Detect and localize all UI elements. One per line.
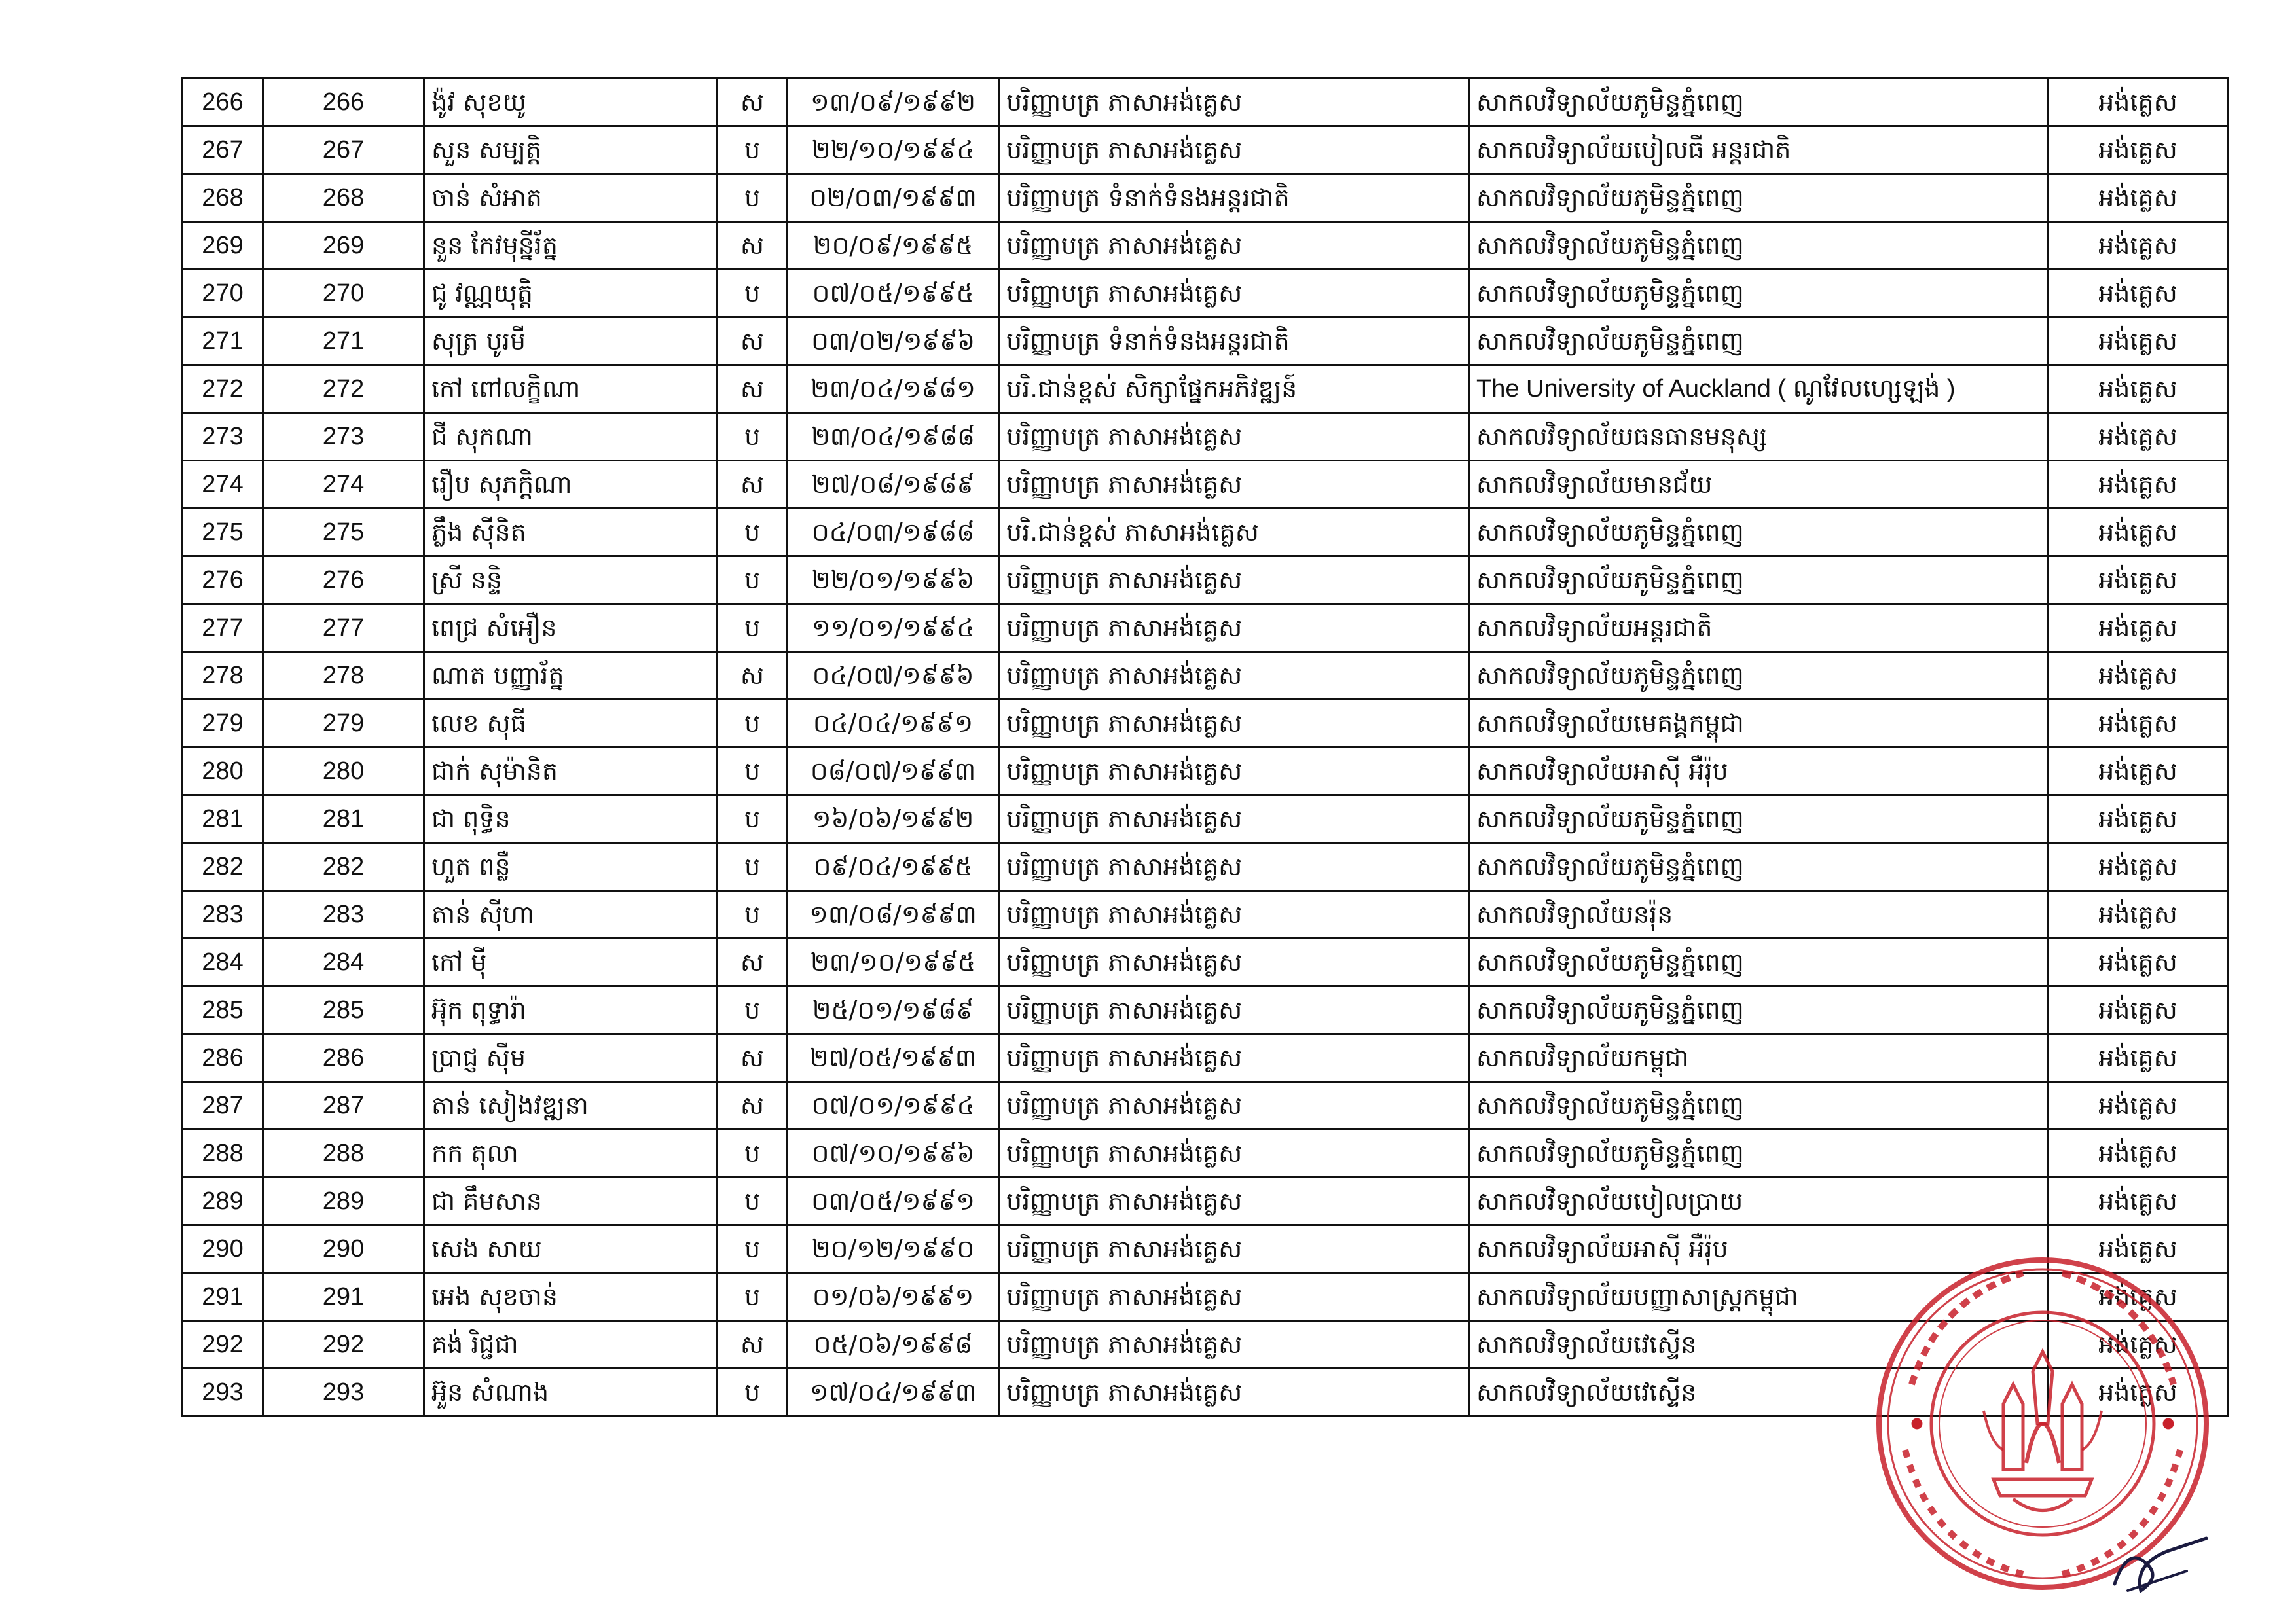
cell-row-number: 284 <box>183 939 263 986</box>
cell-date-of-birth: ០៣/០២/១៩៩៦ <box>788 317 999 365</box>
cell-language: អង់គ្លេស <box>2049 556 2228 604</box>
cell-row-number: 282 <box>183 843 263 891</box>
cell-degree: បរិញ្ញាបត្រ ភាសាអង់គ្លេស <box>999 700 1469 748</box>
cell-language: អង់គ្លេស <box>2049 1369 2228 1416</box>
cell-sex: ស <box>718 1034 788 1082</box>
cell-language: អង់គ្លេស <box>2049 509 2228 556</box>
table-row <box>183 461 2228 509</box>
cell-degree: បរិញ្ញាបត្រ ភាសាអង់គ្លេស <box>999 986 1469 1034</box>
cell-language: អង់គ្លេស <box>2049 1082 2228 1130</box>
cell-university: សាកលវិទ្យាល័យភូមិន្ទភ្នំពេញ <box>1469 270 2049 317</box>
cell-date-of-birth: ២៣/០៤/១៩៨១ <box>788 365 999 413</box>
table-row <box>183 700 2228 748</box>
cell-sex: ប <box>718 1369 788 1416</box>
table-row <box>183 365 2228 413</box>
cell-name: ជា គឹមសាន <box>424 1178 718 1225</box>
cell-university: សាកលវិទ្យាល័យធនធានមនុស្ស <box>1469 413 2049 461</box>
cell-university: សាកលវិទ្យាល័យមេគង្គកម្ពុជា <box>1469 700 2049 748</box>
table-row <box>183 509 2228 556</box>
cell-row-number: 268 <box>183 174 263 222</box>
cell-row-number: 275 <box>183 509 263 556</box>
cell-language: អង់គ្លេស <box>2049 652 2228 700</box>
cell-degree: បរិ.ជាន់ខ្ពស់ សិក្សាផ្នែកអភិវឌ្ឍន៍ <box>999 365 1469 413</box>
table-row <box>183 1178 2228 1225</box>
cell-name: ជាក់ សុម៉ានិត <box>424 748 718 795</box>
cell-candidate-id: 285 <box>263 986 424 1034</box>
cell-row-number: 291 <box>183 1273 263 1321</box>
cell-sex: ស <box>718 222 788 270</box>
cell-candidate-id: 273 <box>263 413 424 461</box>
cell-sex: ប <box>718 604 788 652</box>
cell-candidate-id: 276 <box>263 556 424 604</box>
cell-degree: បរិញ្ញាបត្រ ភាសាអង់គ្លេស <box>999 1273 1469 1321</box>
cell-row-number: 289 <box>183 1178 263 1225</box>
table-body <box>183 79 2228 1416</box>
cell-date-of-birth: ២០/០៩/១៩៩៥ <box>788 222 999 270</box>
table-row <box>183 748 2228 795</box>
cell-name: តាន់ ស៊ីហា <box>424 891 718 939</box>
cell-degree: បរិញ្ញាបត្រ ភាសាអង់គ្លេស <box>999 1369 1469 1416</box>
cell-university: សាកលវិទ្យាល័យនរ៉ុន <box>1469 891 2049 939</box>
cell-name: លេខ សុធី <box>424 700 718 748</box>
cell-university: សាកលវិទ្យាល័យភូមិន្ទភ្នំពេញ <box>1469 1130 2049 1178</box>
cell-row-number: 287 <box>183 1082 263 1130</box>
cell-date-of-birth: ២៧/០៨/១៩៨៩ <box>788 461 999 509</box>
cell-university: សាកលវិទ្យាល័យបៀលធី អន្តរជាតិ <box>1469 126 2049 174</box>
cell-language: អង់គ្លេស <box>2049 317 2228 365</box>
cell-sex: ប <box>718 556 788 604</box>
cell-candidate-id: 268 <box>263 174 424 222</box>
cell-language: អង់គ្លេស <box>2049 843 2228 891</box>
candidate-table <box>181 77 2229 1417</box>
cell-candidate-id: 290 <box>263 1225 424 1273</box>
cell-date-of-birth: ០៧/១០/១៩៩៦ <box>788 1130 999 1178</box>
cell-date-of-birth: ០៩/០៤/១៩៩៥ <box>788 843 999 891</box>
cell-date-of-birth: ១៧/០៤/១៩៩៣ <box>788 1369 999 1416</box>
cell-candidate-id: 279 <box>263 700 424 748</box>
cell-candidate-id: 270 <box>263 270 424 317</box>
cell-university: សាកលវិទ្យាល័យអន្តរជាតិ <box>1469 604 2049 652</box>
cell-language: អង់គ្លេស <box>2049 79 2228 126</box>
cell-candidate-id: 283 <box>263 891 424 939</box>
cell-university: សាកលវិទ្យាល័យអាស៊ី អឺរ៉ុប <box>1469 1225 2049 1273</box>
cell-language: អង់គ្លេស <box>2049 222 2228 270</box>
cell-degree: បរិញ្ញាបត្រ ភាសាអង់គ្លេស <box>999 1178 1469 1225</box>
cell-candidate-id: 272 <box>263 365 424 413</box>
cell-date-of-birth: ០៧/០១/១៩៩៤ <box>788 1082 999 1130</box>
cell-row-number: 293 <box>183 1369 263 1416</box>
cell-university: The University of Auckland ( ណូវែលហ្សេឡង់ ) <box>1469 365 2049 413</box>
cell-name: គង់ រិជ្ជជា <box>424 1321 718 1369</box>
cell-sex: ស <box>718 652 788 700</box>
cell-university: សាកលវិទ្យាល័យបៀលប្រាយ <box>1469 1178 2049 1225</box>
cell-date-of-birth: ០៧/០៥/១៩៩៥ <box>788 270 999 317</box>
table-row <box>183 604 2228 652</box>
cell-degree: បរិញ្ញាបត្រ ភាសាអង់គ្លេស <box>999 222 1469 270</box>
table-row <box>183 843 2228 891</box>
cell-university: សាកលវិទ្យាល័យភូមិន្ទភ្នំពេញ <box>1469 843 2049 891</box>
cell-language: អង់គ្លេស <box>2049 795 2228 843</box>
cell-language: អង់គ្លេស <box>2049 748 2228 795</box>
cell-sex: ប <box>718 795 788 843</box>
cell-name: កក តុលា <box>424 1130 718 1178</box>
cell-row-number: 286 <box>183 1034 263 1082</box>
cell-row-number: 292 <box>183 1321 263 1369</box>
cell-university: សាកលវិទ្យាល័យមានជ័យ <box>1469 461 2049 509</box>
cell-language: អង់គ្លេស <box>2049 365 2228 413</box>
cell-name: សួន សម្បត្តិ <box>424 126 718 174</box>
cell-row-number: 277 <box>183 604 263 652</box>
cell-university: សាកលវិទ្យាល័យភូមិន្ទភ្នំពេញ <box>1469 509 2049 556</box>
cell-sex: ប <box>718 1130 788 1178</box>
cell-candidate-id: 289 <box>263 1178 424 1225</box>
cell-degree: បរិញ្ញាបត្រ ភាសាអង់គ្លេស <box>999 1130 1469 1178</box>
cell-degree: បរិញ្ញាបត្រ ភាសាអង់គ្លេស <box>999 1082 1469 1130</box>
cell-date-of-birth: ០២/០៣/១៩៩៣ <box>788 174 999 222</box>
cell-degree: បរិញ្ញាបត្រ ភាសាអង់គ្លេស <box>999 270 1469 317</box>
cell-candidate-id: 275 <box>263 509 424 556</box>
cell-degree: បរិញ្ញាបត្រ ភាសាអង់គ្លេស <box>999 413 1469 461</box>
cell-degree: បរិ.ជាន់ខ្ពស់ ភាសាអង់គ្លេស <box>999 509 1469 556</box>
table-row <box>183 413 2228 461</box>
cell-row-number: 273 <box>183 413 263 461</box>
cell-name: សុត្រ បូរមី <box>424 317 718 365</box>
cell-name: នួន កែវមុន្នីរ័ត្ន <box>424 222 718 270</box>
cell-university: សាកលវិទ្យាល័យភូមិន្ទភ្នំពេញ <box>1469 795 2049 843</box>
cell-date-of-birth: ០៣/០៥/១៩៩១ <box>788 1178 999 1225</box>
cell-sex: ប <box>718 174 788 222</box>
cell-sex: ប <box>718 700 788 748</box>
cell-row-number: 278 <box>183 652 263 700</box>
cell-date-of-birth: ២០/១២/១៩៩០ <box>788 1225 999 1273</box>
cell-candidate-id: 293 <box>263 1369 424 1416</box>
cell-university: សាកលវិទ្យាល័យអាស៊ី អឺរ៉ុប <box>1469 748 2049 795</box>
table-row <box>183 79 2228 126</box>
cell-candidate-id: 281 <box>263 795 424 843</box>
cell-candidate-id: 282 <box>263 843 424 891</box>
cell-candidate-id: 267 <box>263 126 424 174</box>
cell-university: សាកលវិទ្យាល័យភូមិន្ទភ្នំពេញ <box>1469 174 2049 222</box>
cell-sex: ប <box>718 843 788 891</box>
cell-candidate-id: 269 <box>263 222 424 270</box>
table-row <box>183 222 2228 270</box>
cell-university: សាកលវិទ្យាល័យវេស្ទើន <box>1469 1369 2049 1416</box>
cell-candidate-id: 284 <box>263 939 424 986</box>
cell-degree: បរិញ្ញាបត្រ ភាសាអង់គ្លេស <box>999 556 1469 604</box>
cell-degree: បរិញ្ញាបត្រ ភាសាអង់គ្លេស <box>999 939 1469 986</box>
cell-date-of-birth: ០៤/០៤/១៩៩១ <box>788 700 999 748</box>
signature-icon <box>2088 1525 2219 1604</box>
cell-degree: បរិញ្ញាបត្រ ភាសាអង់គ្លេស <box>999 891 1469 939</box>
cell-date-of-birth: ១៦/០៦/១៩៩២ <box>788 795 999 843</box>
cell-sex: ប <box>718 986 788 1034</box>
cell-degree: បរិញ្ញាបត្រ ភាសាអង់គ្លេស <box>999 1034 1469 1082</box>
cell-row-number: 281 <box>183 795 263 843</box>
cell-name: ង៉ូវ សុខយូ <box>424 79 718 126</box>
cell-language: អង់គ្លេស <box>2049 461 2228 509</box>
cell-degree: បរិញ្ញាបត្រ ភាសាអង់គ្លេស <box>999 461 1469 509</box>
cell-name: អ៊ុក ពុទ្ធារ៉ា <box>424 986 718 1034</box>
cell-university: សាកលវិទ្យាល័យភូមិន្ទភ្នំពេញ <box>1469 556 2049 604</box>
cell-degree: បរិញ្ញាបត្រ ភាសាអង់គ្លេស <box>999 79 1469 126</box>
cell-name: ជី សុកណា <box>424 413 718 461</box>
cell-language: អង់គ្លេស <box>2049 1225 2228 1273</box>
cell-date-of-birth: ០៤/០៣/១៩៨៨ <box>788 509 999 556</box>
cell-university: សាកលវិទ្យាល័យភូមិន្ទភ្នំពេញ <box>1469 317 2049 365</box>
cell-date-of-birth: ១៣/០៨/១៩៩៣ <box>788 891 999 939</box>
cell-language: អង់គ្លេស <box>2049 1178 2228 1225</box>
cell-language: អង់គ្លេស <box>2049 1130 2228 1178</box>
cell-sex: ប <box>718 509 788 556</box>
cell-sex: ប <box>718 126 788 174</box>
table-row <box>183 891 2228 939</box>
cell-language: អង់គ្លេស <box>2049 270 2228 317</box>
cell-degree: បរិញ្ញាបត្រ ភាសាអង់គ្លេស <box>999 843 1469 891</box>
cell-candidate-id: 278 <box>263 652 424 700</box>
cell-degree: បរិញ្ញាបត្រ ភាសាអង់គ្លេស <box>999 604 1469 652</box>
cell-name: ជា ពុទ្ធិន <box>424 795 718 843</box>
cell-name: រឿប សុភក្តិណា <box>424 461 718 509</box>
cell-date-of-birth: ២៥/០១/១៩៨៩ <box>788 986 999 1034</box>
cell-degree: បរិញ្ញាបត្រ ភាសាអង់គ្លេស <box>999 795 1469 843</box>
cell-date-of-birth: ០៤/០៧/១៩៩៦ <box>788 652 999 700</box>
table-row <box>183 1034 2228 1082</box>
cell-name: អេង សុខចាន់ <box>424 1273 718 1321</box>
cell-row-number: 285 <box>183 986 263 1034</box>
cell-date-of-birth: ២២/០១/១៩៩៦ <box>788 556 999 604</box>
cell-sex: ប <box>718 270 788 317</box>
cell-sex: ស <box>718 317 788 365</box>
cell-sex: ស <box>718 1321 788 1369</box>
cell-university: សាកលវិទ្យាល័យកម្ពុជា <box>1469 1034 2049 1082</box>
cell-degree: បរិញ្ញាបត្រ ភាសាអង់គ្លេស <box>999 126 1469 174</box>
cell-date-of-birth: ០១/០៦/១៩៩១ <box>788 1273 999 1321</box>
cell-name: សេង សាយ <box>424 1225 718 1273</box>
cell-name: កៅ ពៅលក្ខិណា <box>424 365 718 413</box>
cell-language: អង់គ្លេស <box>2049 1321 2228 1369</box>
cell-sex: ប <box>718 1273 788 1321</box>
cell-university: សាកលវិទ្យាល័យភូមិន្ទភ្នំពេញ <box>1469 652 2049 700</box>
cell-date-of-birth: ០៥/០៦/១៩៩៨ <box>788 1321 999 1369</box>
cell-row-number: 290 <box>183 1225 263 1273</box>
cell-date-of-birth: ២៧/០៥/១៩៩៣ <box>788 1034 999 1082</box>
cell-sex: ប <box>718 1225 788 1273</box>
cell-date-of-birth: ០៨/០៧/១៩៩៣ <box>788 748 999 795</box>
cell-row-number: 269 <box>183 222 263 270</box>
cell-name: តាន់ សៀងវឌ្ឍនា <box>424 1082 718 1130</box>
cell-row-number: 276 <box>183 556 263 604</box>
cell-candidate-id: 291 <box>263 1273 424 1321</box>
cell-name: ស្រី នន្ទិ <box>424 556 718 604</box>
cell-university: សាកលវិទ្យាល័យភូមិន្ទភ្នំពេញ <box>1469 222 2049 270</box>
cell-candidate-id: 266 <box>263 79 424 126</box>
cell-university: សាកលវិទ្យាល័យបញ្ញាសាស្ត្រកម្ពុជា <box>1469 1273 2049 1321</box>
cell-degree: បរិញ្ញាបត្រ ភាសាអង់គ្លេស <box>999 652 1469 700</box>
cell-language: អង់គ្លេស <box>2049 126 2228 174</box>
cell-sex: ប <box>718 1178 788 1225</box>
cell-language: អង់គ្លេស <box>2049 1273 2228 1321</box>
cell-language: អង់គ្លេស <box>2049 700 2228 748</box>
table-row <box>183 795 2228 843</box>
cell-language: អង់គ្លេស <box>2049 986 2228 1034</box>
cell-candidate-id: 287 <box>263 1082 424 1130</box>
cell-row-number: 288 <box>183 1130 263 1178</box>
cell-candidate-id: 288 <box>263 1130 424 1178</box>
cell-row-number: 272 <box>183 365 263 413</box>
cell-candidate-id: 286 <box>263 1034 424 1082</box>
cell-date-of-birth: ២២/១០/១៩៩៤ <box>788 126 999 174</box>
cell-language: អង់គ្លេស <box>2049 413 2228 461</box>
cell-name: ភ្លឹង ស៊ីនិត <box>424 509 718 556</box>
table-row <box>183 939 2228 986</box>
cell-university: សាកលវិទ្យាល័យភូមិន្ទភ្នំពេញ <box>1469 1082 2049 1130</box>
cell-row-number: 280 <box>183 748 263 795</box>
table-row <box>183 174 2228 222</box>
table-row <box>183 556 2228 604</box>
cell-university: សាកលវិទ្យាល័យភូមិន្ទភ្នំពេញ <box>1469 79 2049 126</box>
cell-name: អ៊ួន សំណាង <box>424 1369 718 1416</box>
cell-degree: បរិញ្ញាបត្រ ភាសាអង់គ្លេស <box>999 1321 1469 1369</box>
cell-degree: បរិញ្ញាបត្រ ទំនាក់ទំនងអន្តរជាតិ <box>999 317 1469 365</box>
table-row <box>183 1130 2228 1178</box>
cell-language: អង់គ្លេស <box>2049 174 2228 222</box>
cell-row-number: 271 <box>183 317 263 365</box>
cell-name: ចាន់ សំអាត <box>424 174 718 222</box>
cell-name: ណាត បញ្ញារ័ត្ន <box>424 652 718 700</box>
cell-sex: ស <box>718 365 788 413</box>
cell-degree: បរិញ្ញាបត្រ ភាសាអង់គ្លេស <box>999 748 1469 795</box>
cell-row-number: 266 <box>183 79 263 126</box>
cell-university: សាកលវិទ្យាល័យភូមិន្ទភ្នំពេញ <box>1469 939 2049 986</box>
table-row <box>183 270 2228 317</box>
cell-sex: ស <box>718 461 788 509</box>
table-row <box>183 986 2228 1034</box>
cell-row-number: 267 <box>183 126 263 174</box>
cell-language: អង់គ្លេស <box>2049 939 2228 986</box>
cell-row-number: 279 <box>183 700 263 748</box>
cell-name: ហួត ពន្លឺ <box>424 843 718 891</box>
cell-name: កៅ ម៉ី <box>424 939 718 986</box>
cell-language: អង់គ្លេស <box>2049 1034 2228 1082</box>
cell-sex: ប <box>718 891 788 939</box>
cell-degree: បរិញ្ញាបត្រ ភាសាអង់គ្លេស <box>999 1225 1469 1273</box>
cell-language: អង់គ្លេស <box>2049 604 2228 652</box>
cell-row-number: 283 <box>183 891 263 939</box>
cell-candidate-id: 271 <box>263 317 424 365</box>
cell-date-of-birth: ១៣/០៩/១៩៩២ <box>788 79 999 126</box>
cell-candidate-id: 274 <box>263 461 424 509</box>
cell-row-number: 274 <box>183 461 263 509</box>
table-row <box>183 126 2228 174</box>
cell-sex: ស <box>718 1082 788 1130</box>
cell-sex: ស <box>718 939 788 986</box>
cell-sex: ប <box>718 748 788 795</box>
table-row <box>183 1082 2228 1130</box>
cell-date-of-birth: ២៣/១០/១៩៩៥ <box>788 939 999 986</box>
cell-candidate-id: 277 <box>263 604 424 652</box>
cell-university: សាកលវិទ្យាល័យភូមិន្ទភ្នំពេញ <box>1469 986 2049 1034</box>
cell-sex: ប <box>718 413 788 461</box>
cell-candidate-id: 292 <box>263 1321 424 1369</box>
cell-row-number: 270 <box>183 270 263 317</box>
cell-name: ជូ វណ្ណយុត្តិ <box>424 270 718 317</box>
cell-language: អង់គ្លេស <box>2049 891 2228 939</box>
table-row <box>183 652 2228 700</box>
cell-name: ពេជ្រ សំអឿន <box>424 604 718 652</box>
table-row <box>183 317 2228 365</box>
cell-degree: បរិញ្ញាបត្រ ទំនាក់ទំនងអន្តរជាតិ <box>999 174 1469 222</box>
cell-date-of-birth: ២៣/០៤/១៩៨៨ <box>788 413 999 461</box>
cell-candidate-id: 280 <box>263 748 424 795</box>
cell-name: ប្រាជ្ញ ស៊ីម <box>424 1034 718 1082</box>
cell-university: សាកលវិទ្យាល័យវេស្ទើន <box>1469 1321 2049 1369</box>
cell-sex: ស <box>718 79 788 126</box>
cell-date-of-birth: ១១/០១/១៩៩៤ <box>788 604 999 652</box>
